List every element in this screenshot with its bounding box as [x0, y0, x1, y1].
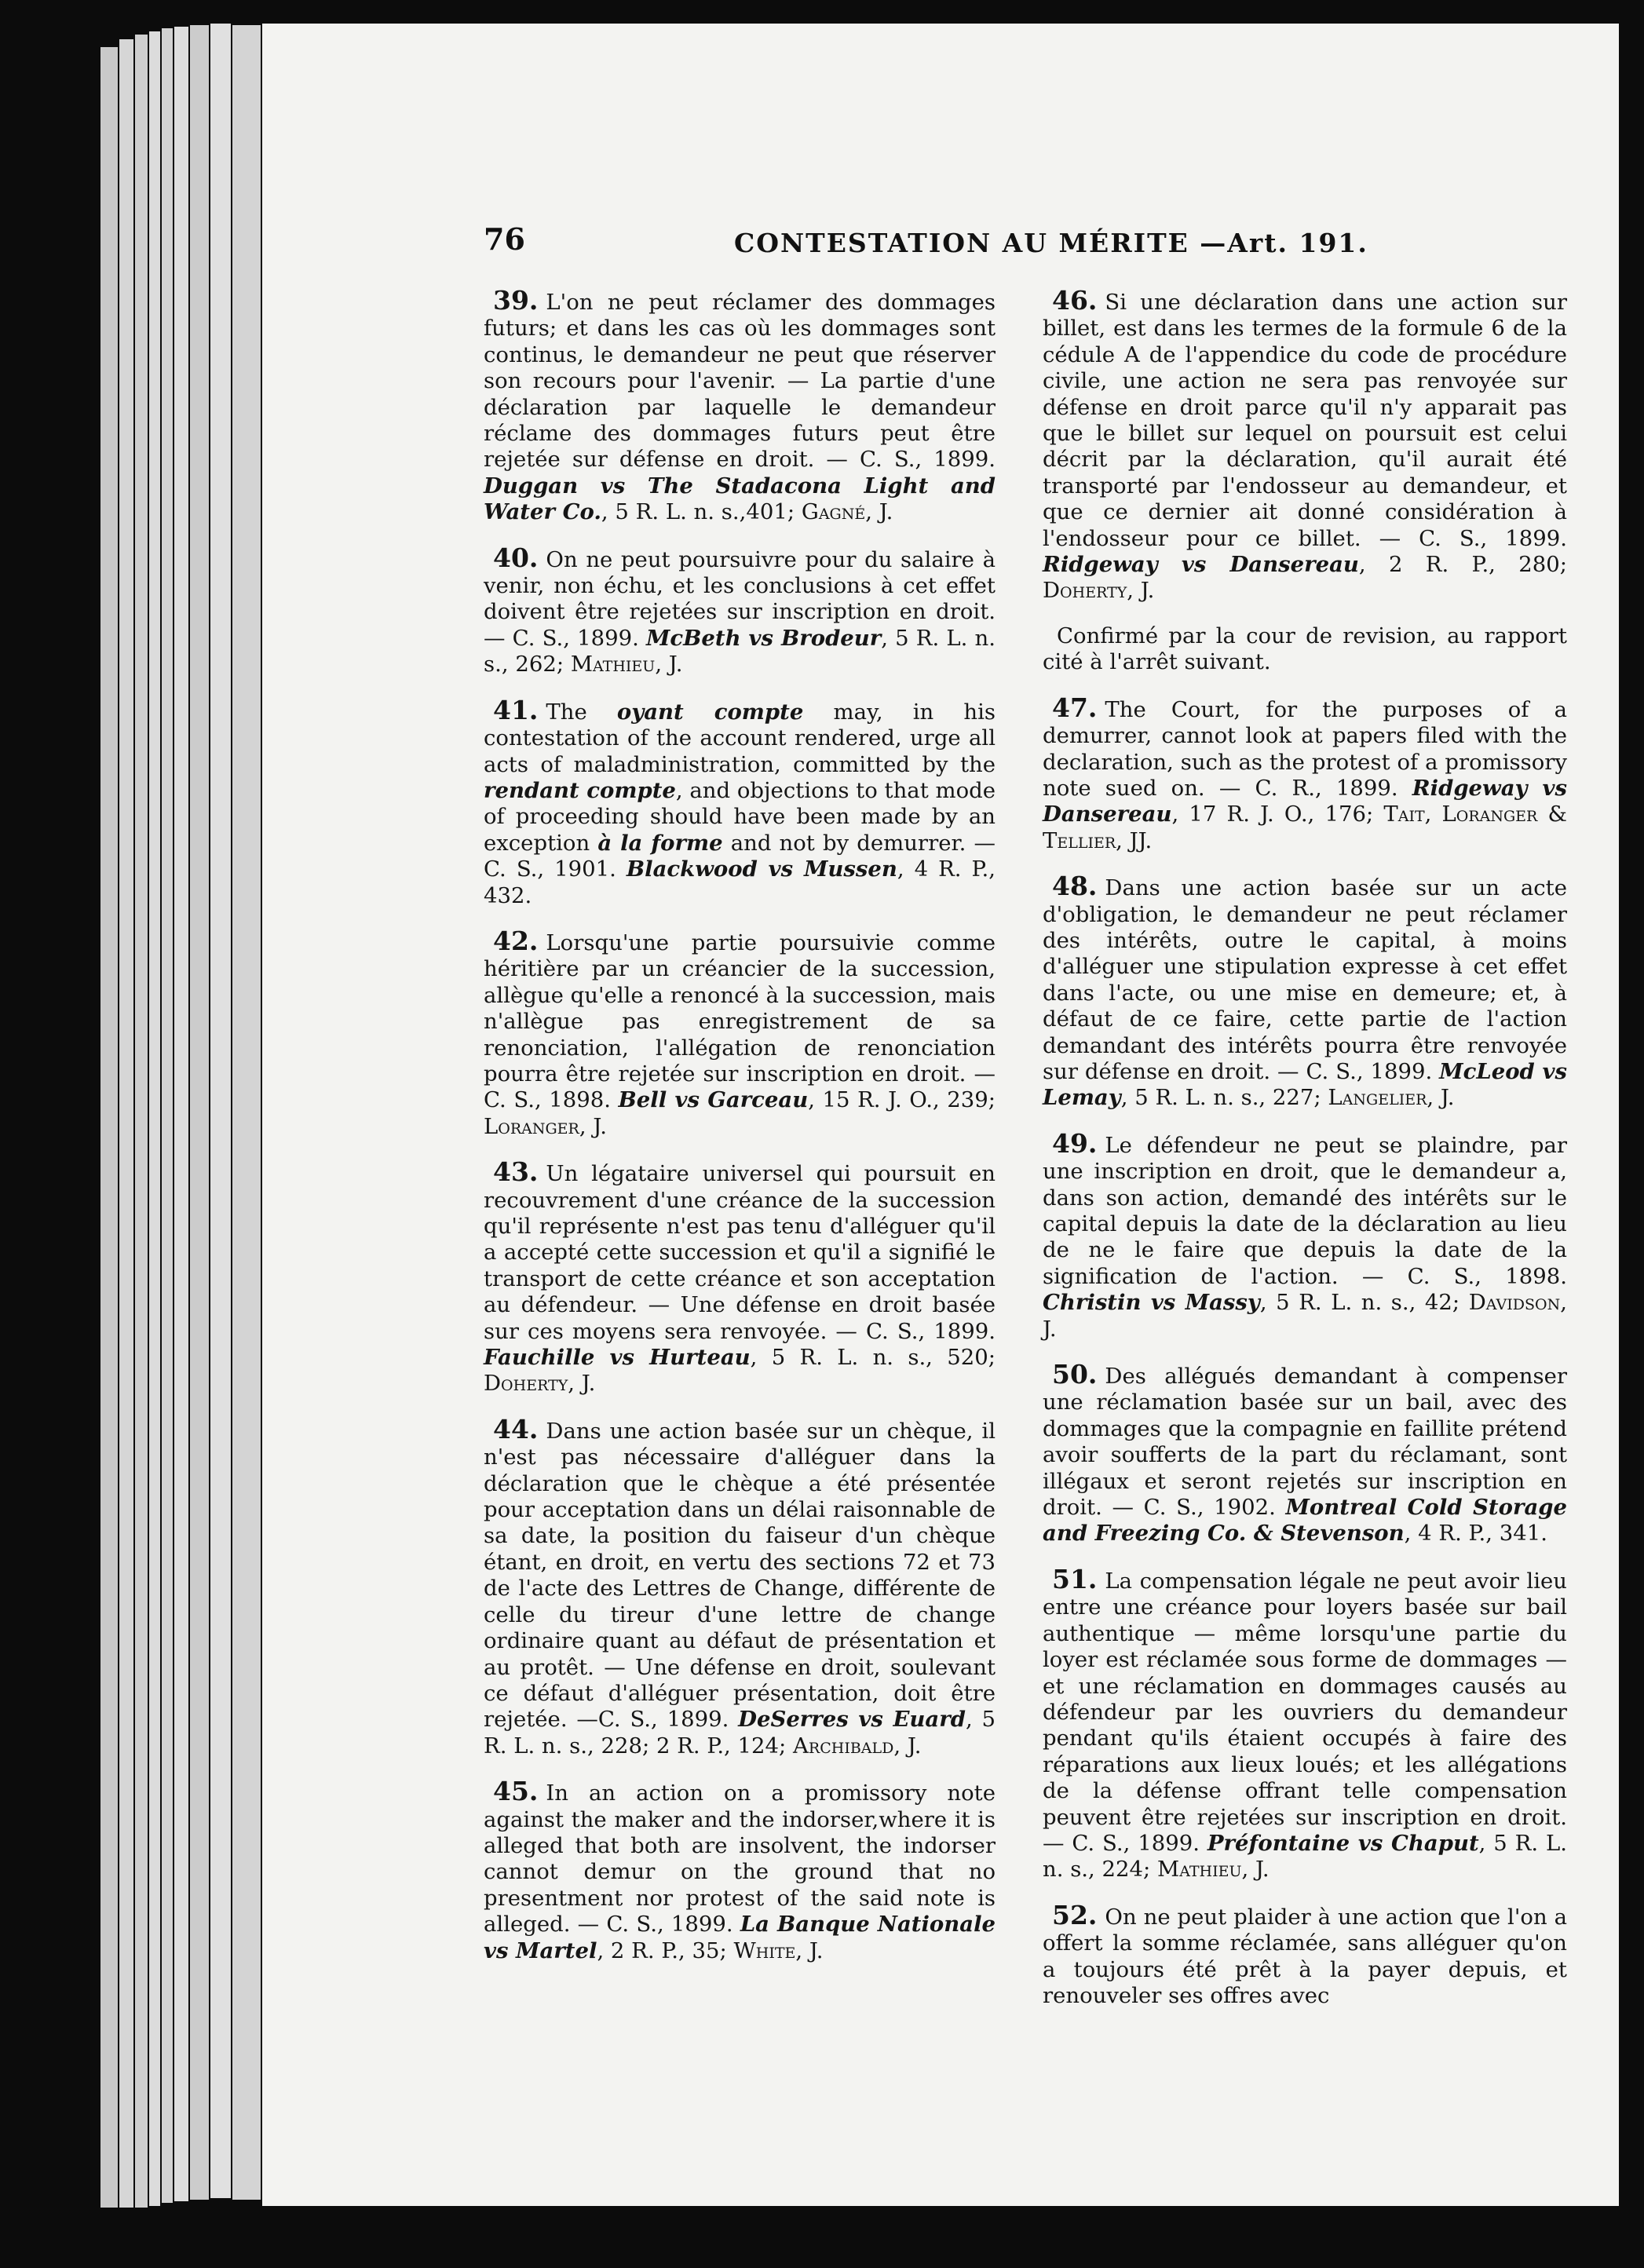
paragraph-text: On ne peut plaider à une action que l'on a offert la somme réclamée, sans alléguer qu'on a toujours été prêt à la payer depuis, et renouveler ses offres avec: [1043, 1904, 1567, 2008]
paragraph-text: , J.: [568, 1371, 596, 1397]
paragraph-text: The Court, for the purposes of a demurrer, cannot look at papers filed with the declaration, such as the protest of a promissory note sued on. — C. R., 1899.: [1043, 696, 1567, 801]
page-edge: [232, 25, 261, 2200]
paragraph-text: , 4 R. P., 432.: [484, 856, 996, 908]
case-citation: Préfontaine vs Chaput: [1207, 1830, 1479, 1856]
left-column: [484, 287, 996, 1983]
case-citation: Montreal Cold Storage and Freezing Co. & Stevenson: [1043, 1495, 1567, 1547]
paragraph-text: , 5 R. L. n. s.,401;: [601, 499, 802, 525]
paragraph-44: [484, 1413, 996, 1759]
paragraph-52: [1043, 1899, 1567, 2010]
paragraph-42: [484, 925, 996, 1140]
paragraph-40: [484, 542, 996, 678]
running-title: CONTESTATION AU MÉRITE —Art. 191.: [734, 228, 1368, 258]
paragraph-text: , 15 R. J. O., 239;: [808, 1087, 996, 1113]
paragraph-number: 52.: [1052, 1899, 1098, 1930]
judge-name: Langelier: [1328, 1085, 1427, 1111]
case-citation: Bell vs Garceau: [618, 1087, 809, 1113]
paragraph-text: Un légataire universel qui poursuit en recouvrement d'une créance de la succession qu'il représente n'est pas tenu d'alléguer qu'il a accepté cette succession et qu'il a signifié le transport de cette créance et son acceptation au défendeur. — Une défense en droit basée sur ces moyens sera renvoyée. — C. S., 1899.: [484, 1161, 996, 1344]
paragraph-number: 51.: [1052, 1563, 1098, 1594]
paragraph-number: 40.: [493, 542, 539, 573]
paragraph-text: , 5 R. L. n. s., 42;: [1259, 1290, 1469, 1316]
paragraph-text: Dans une action basée sur un acte d'obligation, le demandeur ne peut réclamer des intérêts, outre le capital, à moins d'alléguer une stipulation expresse à cet effet dans l'acte, ou une mise en demeure; et, à défaut de ce faire, cette partie de l'action demandant des intérêts pourra être renvoyée sur défense en droit. — C. S., 1899.: [1043, 875, 1567, 1084]
paragraph-text: , J.: [893, 1733, 922, 1759]
paragraph-51: [1043, 1563, 1567, 1883]
paragraph-39: [484, 287, 996, 526]
paragraph-text: , 2 R. P., 35;: [597, 1937, 734, 1963]
paragraph-45: [484, 1778, 996, 1964]
paragraph-number: 42.: [493, 925, 539, 956]
paragraph-text: , 5 R. L. n. s., 224;: [1043, 1830, 1567, 1883]
judge-name: Mathieu: [1157, 1857, 1242, 1883]
paragraph-text: , 5 R. L. n. s., 227;: [1120, 1085, 1328, 1111]
paragraph-text: Le défendeur ne peut se plaindre, par une inscription en droit, que le demandeur a, dans son action, demandé des intérêts sur le capital depuis la date de la déclaration au lieu de ne le faire que depuis la date de la signification de l'action. — C. S., 1898.: [1043, 1132, 1567, 1289]
case-citation: rendant compte: [484, 777, 676, 803]
paragraph-48: [1043, 873, 1567, 1112]
paragraph-text: , J.: [795, 1937, 824, 1963]
paragraph-text: L'on ne peut réclamer des dommages futurs; et dans les cas où les dommages sont continus, le demandeur ne peut que réserver son recours pour l'avenir. — La partie d'une déclaration par laquelle le demandeur réclame des dommages futurs peut être rejetée sur défense en droit. — C. S., 1899.: [484, 290, 996, 473]
paragraph-text: , 17 R. J. O., 176;: [1171, 802, 1384, 827]
page-edge: [119, 39, 133, 2214]
page-edge: [210, 24, 231, 2198]
case-citation: Blackwood vs Mussen: [626, 856, 897, 882]
paragraph-number: 50.: [1052, 1359, 1098, 1390]
paragraph-text: , J.: [1127, 578, 1155, 604]
paragraph-text: On ne peut poursuivre pour du salaire à venir, non échu, et les conclusions à cet effet doivent être rejetées sur inscription en droit. — C. S., 1899.: [484, 546, 996, 651]
paragraph-41: [484, 694, 996, 909]
paragraph-text: , J.: [655, 652, 683, 677]
judge-name: Gagné: [801, 499, 866, 525]
case-citation: DeSerres vs Euard: [738, 1707, 966, 1733]
paragraph-47: [1043, 692, 1567, 854]
paragraph-49: [1043, 1127, 1567, 1342]
judge-name: Mathieu: [570, 652, 656, 677]
case-citation: McBeth vs Brodeur: [645, 625, 882, 651]
paragraph-text: Lorsqu'une partie poursuivie comme héritière par un créancier de la succession, allègue qu'elle a renoncé à la succession, mais n'allègue pas enregistrement de sa renonciation, l'allégation de renonciation pourra être rejetée sur inscription en droit. — C. S., 1898.: [484, 929, 996, 1113]
case-citation: à la forme: [597, 830, 723, 856]
paragraph-50: [1043, 1361, 1567, 1547]
paragraph-note: [1043, 623, 1567, 676]
judge-name: Doherty: [484, 1371, 568, 1397]
paragraph-text: , J.: [1427, 1085, 1455, 1111]
judge-name: White: [733, 1937, 796, 1963]
case-citation: Ridgeway vs Dansereau: [1043, 552, 1359, 578]
paragraph-number: 44.: [493, 1413, 539, 1444]
paragraph-43: [484, 1156, 996, 1397]
right-column: [1043, 287, 1567, 2028]
paragraph-text: and not by demurrer. — C. S., 1901.: [484, 830, 996, 882]
case-citation: Ridgeway vs Dansereau: [1043, 775, 1567, 827]
page-edge: [100, 47, 118, 2222]
paragraph-number: 41.: [493, 694, 539, 725]
paragraph-text: may, in his contestation of the account rendered, urge all acts of maladministration, committed by the: [484, 699, 996, 777]
page-number: 76: [484, 221, 525, 257]
paragraph-text: , J.: [1043, 1290, 1567, 1342]
paragraph-text: Des allégués demandant à compenser une réclamation basée sur un bail, avec des dommages que la compagnie en faillite prétend avoir soufferts de la part du réclamant, sont illégaux et seront rejetés sur inscription en droit. — C. S., 1902.: [1043, 1364, 1567, 1521]
paragraph-text: , 5 R. L. n. s., 228; 2 R. P., 124;: [484, 1707, 996, 1759]
paragraph-text: , JJ.: [1116, 827, 1153, 853]
paragraph-number: 46.: [1052, 285, 1098, 316]
paragraph-text: , 4 R. P., 341.: [1404, 1521, 1547, 1547]
case-citation: Duggan vs The Stadacona Light and Water Co.: [484, 473, 996, 525]
paragraph-text: , 5 R. L. n. s., 520;: [750, 1345, 996, 1371]
paragraph-text: , 2 R. P., 280;: [1358, 552, 1567, 578]
paragraph-46: [1043, 287, 1567, 604]
judge-name: Tait, Loranger & Tellier: [1043, 802, 1567, 853]
scan-border-bottom: [0, 2208, 1644, 2268]
paragraph-text: , 5 R. L. n. s., 262;: [484, 625, 996, 677]
paragraph-text: , J.: [579, 1113, 607, 1139]
paragraph-text: In an action on a promissory note against the maker and the indorser,where it is alleged that both are insolvent, the indorser cannot demur on the ground that no presentment nor protest of the said note is alleged. — C. S., 1899.: [484, 1780, 996, 1937]
page-edge: [149, 31, 160, 2206]
judge-name: Davidson: [1468, 1290, 1561, 1316]
case-citation: McLeod vs Lemay: [1043, 1058, 1567, 1111]
case-citation: Christin vs Massy: [1043, 1290, 1260, 1316]
page-edge: [190, 25, 209, 2200]
paragraph-number: 48.: [1052, 871, 1098, 902]
case-citation: La Banque Nationale vs Martel: [484, 1912, 996, 1963]
paragraph-number: 47.: [1052, 692, 1098, 723]
case-citation: oyant compte: [616, 699, 804, 725]
paragraph-text: Dans une action basée sur un chèque, il n'est pas nécessaire d'alléguer dans la déclaration que le chèque a été présentée pour acceptation dans un délai raisonnable de sa date, la position du faiseur d'un chèque étant, en droit, en vertu des sections 72 et 73 de l'acte des Lettres de Change, différente de celle du tireur d'une lettre de change ordinaire quant au défaut de présentation et au protêt. — Une défense en droit, soulevant ce défaut d'alléguer présentation, doit être rejetée. —C. S., 1899.: [484, 1418, 996, 1733]
scan-border-right: [1619, 0, 1644, 2268]
judge-name: Doherty: [1043, 578, 1127, 604]
page-edge: [135, 35, 148, 2209]
judge-name: Archibald: [793, 1733, 894, 1759]
page-edge: [174, 27, 188, 2201]
page-edge: [162, 28, 173, 2203]
paragraph-text: , J.: [1241, 1857, 1270, 1883]
paragraph-text: , J.: [865, 499, 893, 525]
paragraph-text: , and objections to that mode of proceeding should have been made by an exception: [484, 777, 996, 856]
paragraph-text: La compensation légale ne peut avoir lieu entre une créance pour loyers basée sur bail authentique — même lorsqu'une partie du loyer est réclamée sous forme de dommages — et une réclamation en dommages causés au défendeur par les ouvriers du demandeur pendant qu'ils étaient occupés à faire des réparations aux lieux loués; et les allégations de la défense offrant telle compensation peuvent être rejetées sur inscription en droit. — C. S., 1899.: [1043, 1568, 1567, 1856]
case-citation: Fauchille vs Hurteau: [484, 1345, 751, 1371]
paragraph-text: Si une déclaration dans une action sur billet, est dans les termes de la formule 6 de la cédule A de l'appendice du code de procédure civile, une action ne sera pas renvoyée sur défense en droit parce qu'il n'y apparait pas que le billet sur lequel on poursuit est celui décrit par la déclaration, qu'il aurait été transporté par l'endosseur au demandeur, et que ce dernier ait donné considération à l'endosseur pour ce billet. — C. S., 1899.: [1043, 290, 1567, 551]
paragraph-text: Confirmé par la cour de revision, au rapport cité à l'arrêt suivant.: [1043, 623, 1567, 675]
paragraph-number: 49.: [1052, 1127, 1098, 1159]
judge-name: Loranger: [484, 1113, 579, 1139]
paragraph-number: 43.: [493, 1156, 539, 1188]
paragraph-text: The: [546, 699, 617, 725]
paragraph-number: 45.: [493, 1776, 539, 1807]
paragraph-number: 39.: [493, 285, 539, 316]
